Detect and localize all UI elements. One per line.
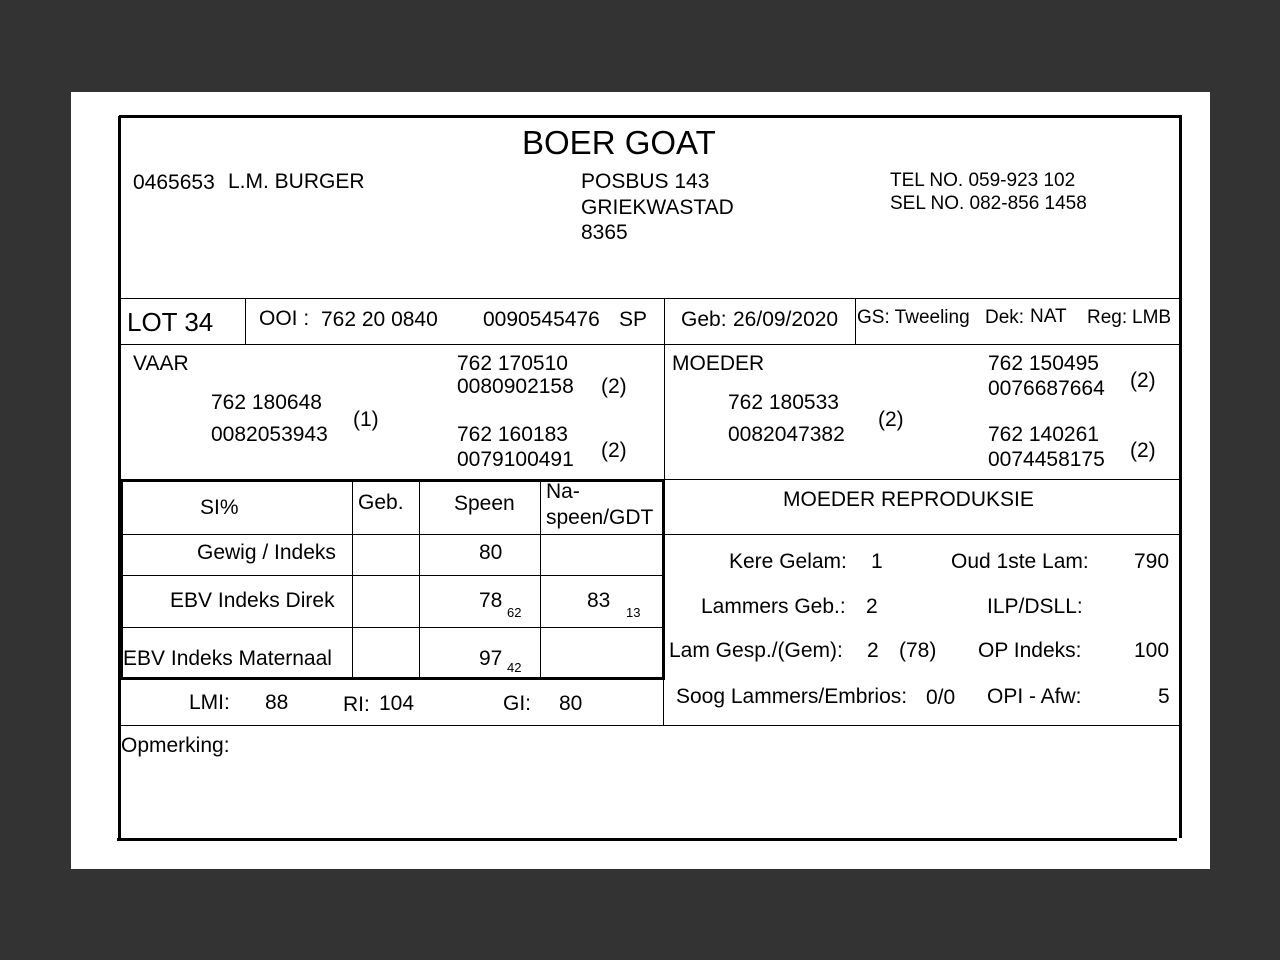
moeder-number: 762 180533 [728, 391, 839, 414]
ooi-class: SP [619, 308, 648, 331]
opi-afw-label: OPI - Afw: [987, 685, 1082, 708]
lammers-geb-value: 2 [866, 595, 878, 618]
ri-label: RI: [343, 693, 370, 716]
moeder-sire-count: (2) [1130, 369, 1156, 392]
rule-lot-divider [245, 298, 246, 344]
gs-value: GS: Tweeling [857, 307, 970, 328]
row1-speen: 80 [479, 541, 503, 564]
col-header-si: SI% [200, 496, 239, 519]
op-indeks-value: 100 [1134, 639, 1170, 662]
reproduksie-title: MOEDER REPRODUKSIE [783, 488, 1034, 511]
rule-lot-bottom [121, 344, 1179, 345]
lmi-value: 88 [265, 691, 289, 714]
moeder-label: MOEDER [672, 352, 765, 375]
breeder-number: 0465653 [133, 171, 215, 194]
rule-geb-divider [855, 298, 856, 344]
row2-speen-sub: 62 [507, 605, 522, 620]
moeder-count: (2) [878, 408, 904, 431]
vaar-id: 0082053943 [211, 423, 328, 446]
soog-lammers-value: 0/0 [926, 686, 956, 709]
rule-header-bottom [121, 298, 1179, 299]
oud-1ste-lam-label: Oud 1ste Lam: [951, 550, 1089, 573]
ooi-number: 762 20 0840 [321, 308, 438, 331]
rule-row2-bottom [121, 627, 665, 628]
rule-table-right [662, 479, 665, 679]
row2-speen: 78 [479, 589, 503, 612]
reg-value: LMB [1132, 307, 1172, 328]
lam-gesp-gem: (78) [899, 639, 937, 662]
document-card [71, 92, 1210, 869]
kere-gelam-label: Kere Gelam: [729, 550, 847, 573]
address-line3: 8365 [581, 221, 628, 244]
ilp-dsll-label: ILP/DSLL: [987, 595, 1083, 618]
geb-date: 26/09/2020 [733, 308, 839, 331]
row1-label: Gewig / Indeks [197, 541, 336, 564]
rule-col-si-right [352, 479, 353, 679]
rule-col-speen-right [540, 479, 541, 679]
soog-lammers-label: Soog Lammers/Embrios: [676, 685, 908, 708]
gi-label: GI: [503, 692, 532, 715]
lam-gesp-value: 2 [867, 639, 879, 662]
opmerking-label: Opmerking: [121, 734, 230, 757]
row3-label: EBV Indeks Maternaal [123, 647, 332, 670]
oud-1ste-lam-value: 790 [1134, 550, 1170, 573]
dek-value: NAT [1030, 306, 1067, 327]
vaar-dam-number: 762 160183 [457, 423, 568, 446]
address-line2: GRIEKWASTAD [581, 196, 734, 219]
vaar-count: (1) [353, 408, 379, 431]
vaar-number: 762 180648 [211, 391, 322, 414]
row3-speen: 97 [479, 647, 503, 670]
moeder-dam-count: (2) [1130, 439, 1156, 462]
kere-gelam-value: 1 [871, 550, 883, 573]
vaar-dam-id: 0079100491 [457, 448, 574, 471]
rule-pedigree-bottom-right [665, 479, 1179, 480]
vaar-label: VAAR [133, 352, 189, 375]
moeder-dam-number: 762 140261 [988, 423, 1099, 446]
ri-value: 104 [379, 692, 415, 715]
rule-center-divider-lower [663, 679, 664, 725]
row2-naspeen: 83 [587, 589, 611, 612]
rule-indices-bottom [121, 725, 1179, 726]
rule-pedigree-bottom-left [121, 479, 665, 482]
rule-row3-bottom [121, 677, 665, 680]
col-header-speen: Speen [454, 492, 515, 515]
col-header-naspeen-line2: speen/GDT [546, 506, 654, 529]
gi-value: 80 [559, 692, 583, 715]
moeder-id: 0082047382 [728, 423, 845, 446]
rule-reproduksie-title-bottom [665, 534, 1179, 535]
row2-naspeen-sub: 13 [626, 605, 641, 620]
vaar-sire-number: 762 170510 [457, 352, 568, 375]
moeder-sire-number: 762 150495 [988, 352, 1099, 375]
vaar-dam-count: (2) [601, 439, 627, 462]
col-header-naspeen-line1: Na- [546, 480, 580, 503]
ooi-id: 0090545476 [483, 308, 600, 331]
opi-afw-value: 5 [1158, 685, 1170, 708]
row2-label: EBV Indeks Direk [170, 589, 335, 612]
geb-label: Geb: [681, 308, 727, 331]
op-indeks-label: OP Indeks: [978, 639, 1082, 662]
frame-right-border [1179, 116, 1182, 838]
rule-col-geb-right [419, 479, 420, 679]
frame-top-border [119, 115, 1182, 118]
reg-label: Reg: [1087, 307, 1128, 328]
row3-speen-sub: 42 [507, 660, 522, 675]
moeder-dam-id: 0074458175 [988, 448, 1105, 471]
vaar-sire-count: (2) [601, 375, 627, 398]
lammers-geb-label: Lammers Geb.: [701, 595, 846, 618]
rule-table-header-bottom [121, 534, 665, 535]
breeder-name: L.M. BURGER [228, 170, 365, 193]
address-line1: POSBUS 143 [581, 170, 710, 193]
lot-number: LOT 34 [127, 307, 214, 337]
frame-left-border [118, 116, 121, 839]
dek-label: Dek: [985, 307, 1025, 328]
tel-number: TEL NO. 059-923 102 [890, 170, 1076, 191]
sel-number: SEL NO. 082-856 1458 [890, 193, 1087, 214]
lam-gesp-label: Lam Gesp./(Gem): [669, 639, 843, 662]
col-header-geb: Geb. [358, 491, 404, 514]
frame-bottom-border [117, 838, 1177, 841]
document-title: BOER GOAT [522, 124, 716, 161]
moeder-sire-id: 0076687664 [988, 377, 1105, 400]
ooi-label: OOI : [259, 307, 310, 330]
lmi-label: LMI: [189, 691, 230, 714]
vaar-sire-id: 0080902158 [457, 375, 574, 398]
rule-center-divider [664, 298, 665, 479]
rule-row1-bottom [121, 575, 665, 576]
